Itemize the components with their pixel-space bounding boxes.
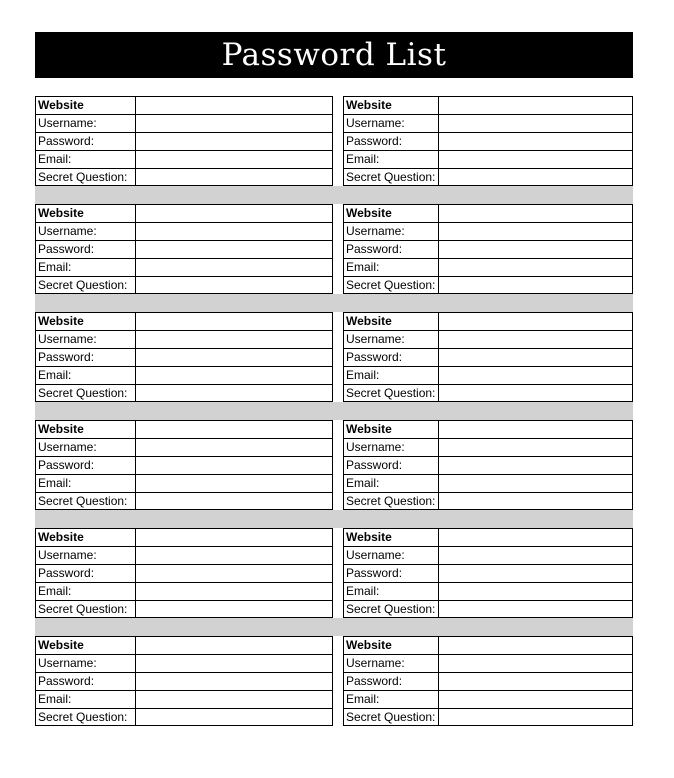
- email-field[interactable]: [439, 259, 632, 276]
- website-field[interactable]: [136, 97, 332, 114]
- password-row: [36, 349, 332, 367]
- email-field[interactable]: [439, 583, 632, 600]
- username-label: Username:: [344, 547, 439, 564]
- password-row: [36, 133, 332, 151]
- email-label: Email:: [36, 583, 136, 600]
- password-row: [36, 457, 332, 475]
- website-field[interactable]: [439, 637, 632, 654]
- email-field[interactable]: [136, 259, 332, 276]
- secret-question-field[interactable]: [136, 601, 332, 618]
- password-field[interactable]: [439, 241, 632, 258]
- email-label: Email:: [344, 475, 439, 492]
- email-field[interactable]: [136, 475, 332, 492]
- email-row: [344, 583, 632, 601]
- password-label: Password:: [36, 349, 136, 366]
- secret-question-field[interactable]: [439, 277, 632, 294]
- email-label: Email:: [36, 691, 136, 708]
- website-label: Website: [36, 313, 136, 330]
- website-row: [344, 205, 632, 223]
- username-row: [36, 547, 332, 565]
- secret-question-label: Secret Question:: [344, 385, 439, 402]
- website-label: Website: [344, 205, 439, 222]
- email-label: Email:: [344, 583, 439, 600]
- email-field[interactable]: [136, 151, 332, 168]
- email-label: Email:: [36, 475, 136, 492]
- password-row: [344, 133, 632, 151]
- password-field[interactable]: [439, 457, 632, 474]
- website-field[interactable]: [439, 97, 632, 114]
- password-entry-block: [343, 636, 633, 726]
- website-label: Website: [36, 205, 136, 222]
- entry-row: [35, 636, 633, 744]
- email-label: Email:: [344, 691, 439, 708]
- email-label: Email:: [344, 367, 439, 384]
- separator-strip: [35, 294, 633, 312]
- secret-question-label: Secret Question:: [344, 601, 439, 618]
- email-label: Email:: [36, 367, 136, 384]
- username-row: [344, 115, 632, 133]
- username-label: Username:: [344, 223, 439, 240]
- separator-strip: [35, 510, 633, 528]
- secret-question-row: [36, 277, 332, 295]
- email-field[interactable]: [136, 367, 332, 384]
- username-row: [344, 223, 632, 241]
- secret-question-field[interactable]: [136, 277, 332, 294]
- website-row: [36, 313, 332, 331]
- username-row: [36, 655, 332, 673]
- username-field[interactable]: [439, 547, 632, 564]
- password-label: Password:: [344, 349, 439, 366]
- username-field[interactable]: [136, 223, 332, 240]
- username-row: [344, 547, 632, 565]
- secret-question-label: Secret Question:: [344, 277, 439, 294]
- email-label: Email:: [36, 259, 136, 276]
- secret-question-row: [344, 601, 632, 619]
- website-row: [344, 529, 632, 547]
- email-row: [36, 475, 332, 493]
- password-entry-block: [35, 420, 333, 510]
- username-field[interactable]: [439, 439, 632, 456]
- username-field[interactable]: [136, 331, 332, 348]
- secret-question-label: Secret Question:: [36, 601, 136, 618]
- website-label: Website: [36, 97, 136, 114]
- username-field[interactable]: [136, 115, 332, 132]
- secret-question-field[interactable]: [136, 385, 332, 402]
- username-field[interactable]: [439, 331, 632, 348]
- password-label: Password:: [344, 457, 439, 474]
- username-row: [36, 115, 332, 133]
- secret-question-field[interactable]: [136, 709, 332, 726]
- username-row: [36, 331, 332, 349]
- username-field[interactable]: [439, 223, 632, 240]
- username-label: Username:: [36, 439, 136, 456]
- username-label: Username:: [36, 223, 136, 240]
- username-row: [344, 331, 632, 349]
- separator-strip: [35, 186, 633, 204]
- username-label: Username:: [344, 331, 439, 348]
- website-row: [36, 421, 332, 439]
- username-field[interactable]: [136, 439, 332, 456]
- website-row: [344, 97, 632, 115]
- username-row: [344, 439, 632, 457]
- website-field[interactable]: [136, 529, 332, 546]
- password-label: Password:: [344, 565, 439, 582]
- website-label: Website: [36, 637, 136, 654]
- website-field[interactable]: [136, 637, 332, 654]
- secret-question-field[interactable]: [439, 169, 632, 186]
- password-field[interactable]: [439, 565, 632, 582]
- secret-question-field[interactable]: [136, 169, 332, 186]
- password-entry-block: [343, 528, 633, 618]
- username-label: Username:: [344, 439, 439, 456]
- separator-strip: [35, 618, 633, 636]
- password-label: Password:: [344, 673, 439, 690]
- email-field[interactable]: [439, 151, 632, 168]
- website-label: Website: [344, 313, 439, 330]
- password-field[interactable]: [439, 349, 632, 366]
- website-row: [36, 529, 332, 547]
- password-row: [344, 457, 632, 475]
- secret-question-field[interactable]: [439, 601, 632, 618]
- password-entry-block: [35, 636, 333, 726]
- password-row: [36, 673, 332, 691]
- username-label: Username:: [36, 547, 136, 564]
- secret-question-label: Secret Question:: [344, 493, 439, 510]
- secret-question-row: [344, 277, 632, 295]
- password-entry-block: [35, 528, 333, 618]
- username-label: Username:: [344, 655, 439, 672]
- password-entry-block: [35, 312, 333, 402]
- email-row: [344, 367, 632, 385]
- password-entry-block: [35, 96, 333, 186]
- email-field[interactable]: [136, 583, 332, 600]
- website-label: Website: [344, 421, 439, 438]
- email-row: [344, 151, 632, 169]
- password-entry-block: [35, 204, 333, 294]
- secret-question-row: [36, 169, 332, 187]
- website-label: Website: [344, 97, 439, 114]
- username-row: [344, 655, 632, 673]
- secret-question-row: [36, 493, 332, 511]
- secret-question-label: Secret Question:: [344, 709, 439, 726]
- password-field[interactable]: [439, 673, 632, 690]
- password-label: Password:: [36, 673, 136, 690]
- password-row: [344, 349, 632, 367]
- secret-question-row: [36, 601, 332, 619]
- password-label: Password:: [344, 133, 439, 150]
- password-entry-block: [343, 204, 633, 294]
- secret-question-label: Secret Question:: [36, 277, 136, 294]
- secret-question-label: Secret Question:: [344, 169, 439, 186]
- website-row: [344, 421, 632, 439]
- website-field[interactable]: [136, 421, 332, 438]
- email-row: [344, 475, 632, 493]
- email-row: [36, 367, 332, 385]
- password-row: [344, 241, 632, 259]
- secret-question-row: [344, 493, 632, 511]
- website-label: Website: [36, 421, 136, 438]
- website-field[interactable]: [439, 529, 632, 546]
- password-entry-block: [343, 312, 633, 402]
- website-field[interactable]: [136, 205, 332, 222]
- password-label: Password:: [36, 457, 136, 474]
- password-row: [36, 241, 332, 259]
- secret-question-row: [344, 169, 632, 187]
- website-field[interactable]: [136, 313, 332, 330]
- website-field[interactable]: [439, 421, 632, 438]
- secret-question-label: Secret Question:: [36, 169, 136, 186]
- secret-question-label: Secret Question:: [36, 493, 136, 510]
- password-entry-block: [343, 96, 633, 186]
- username-label: Username:: [344, 115, 439, 132]
- email-field[interactable]: [136, 691, 332, 708]
- password-field[interactable]: [136, 241, 332, 258]
- password-field[interactable]: [136, 349, 332, 366]
- password-row: [344, 565, 632, 583]
- separator-strip: [35, 402, 633, 420]
- website-label: Website: [344, 529, 439, 546]
- website-field[interactable]: [439, 313, 632, 330]
- secret-question-row: [36, 385, 332, 403]
- email-row: [344, 691, 632, 709]
- username-row: [36, 439, 332, 457]
- secret-question-row: [36, 709, 332, 727]
- password-label: Password:: [36, 241, 136, 258]
- password-field[interactable]: [136, 457, 332, 474]
- email-field[interactable]: [439, 367, 632, 384]
- password-label: Password:: [36, 133, 136, 150]
- email-label: Email:: [344, 151, 439, 168]
- password-label: Password:: [36, 565, 136, 582]
- username-field[interactable]: [439, 115, 632, 132]
- password-entry-block: [343, 420, 633, 510]
- password-field[interactable]: [136, 673, 332, 690]
- email-field[interactable]: [439, 691, 632, 708]
- secret-question-field[interactable]: [136, 493, 332, 510]
- password-row: [36, 565, 332, 583]
- username-field[interactable]: [439, 655, 632, 672]
- secret-question-row: [344, 385, 632, 403]
- website-row: [36, 205, 332, 223]
- email-row: [344, 259, 632, 277]
- website-row: [344, 637, 632, 655]
- secret-question-label: Secret Question:: [36, 385, 136, 402]
- website-row: [344, 313, 632, 331]
- password-field[interactable]: [439, 133, 632, 150]
- password-label: Password:: [344, 241, 439, 258]
- username-label: Username:: [36, 331, 136, 348]
- secret-question-row: [344, 709, 632, 727]
- page-title: Password List: [35, 32, 633, 78]
- username-label: Username:: [36, 115, 136, 132]
- secret-question-field[interactable]: [439, 709, 632, 726]
- secret-question-field[interactable]: [439, 493, 632, 510]
- username-label: Username:: [36, 655, 136, 672]
- username-field[interactable]: [136, 547, 332, 564]
- website-row: [36, 97, 332, 115]
- email-label: Email:: [36, 151, 136, 168]
- email-row: [36, 151, 332, 169]
- secret-question-field[interactable]: [439, 385, 632, 402]
- email-row: [36, 691, 332, 709]
- website-row: [36, 637, 332, 655]
- username-row: [36, 223, 332, 241]
- email-row: [36, 583, 332, 601]
- password-row: [344, 673, 632, 691]
- username-field[interactable]: [136, 655, 332, 672]
- email-field[interactable]: [439, 475, 632, 492]
- website-field[interactable]: [439, 205, 632, 222]
- email-label: Email:: [344, 259, 439, 276]
- secret-question-label: Secret Question:: [36, 709, 136, 726]
- email-row: [36, 259, 332, 277]
- website-label: Website: [36, 529, 136, 546]
- password-field[interactable]: [136, 565, 332, 582]
- password-field[interactable]: [136, 133, 332, 150]
- website-label: Website: [344, 637, 439, 654]
